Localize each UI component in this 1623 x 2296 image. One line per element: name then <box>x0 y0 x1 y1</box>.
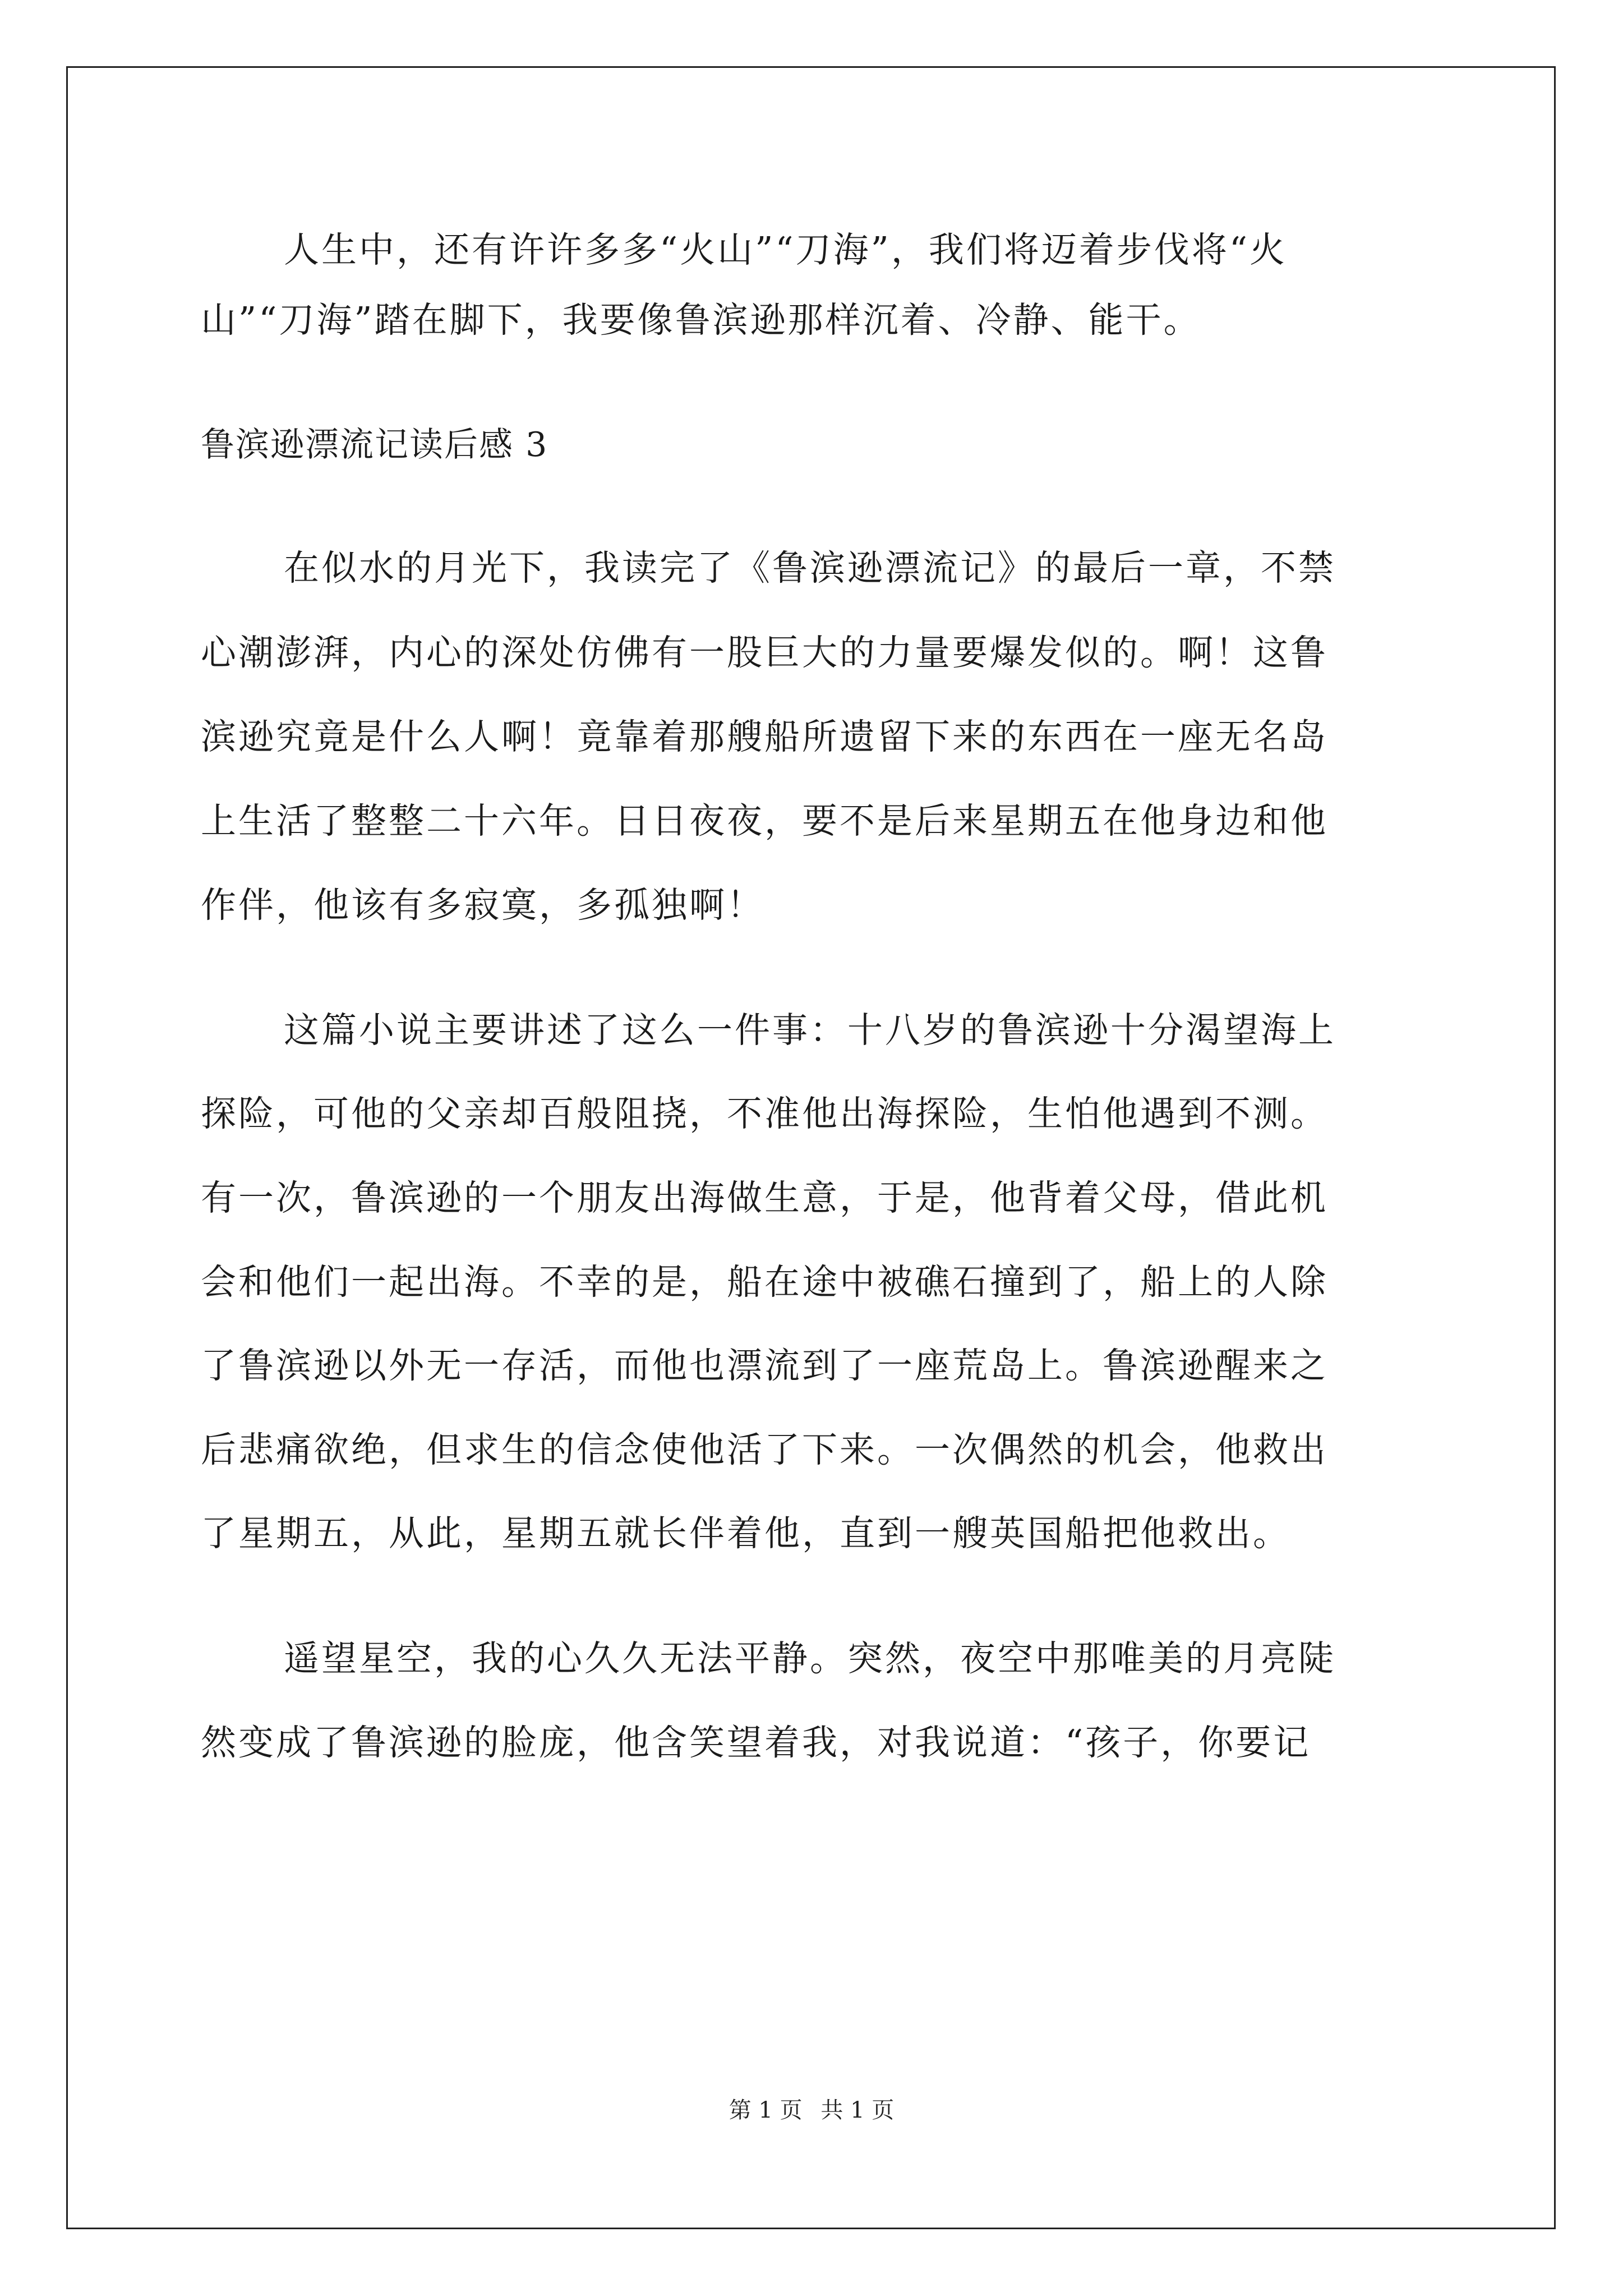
text-line: 了星期五，从此，星期五就长伴着他，直到一艘英国船把他救出。 <box>201 1513 1290 1554</box>
text-line: 山”“刀海”踏在脚下，我要像鲁滨逊那样沉着、冷静、能干。 <box>201 300 1201 341</box>
text-line: 上生活了整整二十六年。日日夜夜，要不是后来星期五在他身边和他 <box>201 800 1328 841</box>
page-total: 共 1 页 <box>820 2097 895 2123</box>
text-line: 滨逊究竟是什么人啊！竟靠着那艘船所遗留下来的东西在一座无名岛 <box>201 716 1328 757</box>
page-footer <box>0 2095 1623 2126</box>
text-line: 这篇小说主要讲述了这么一件事：十八岁的鲁滨逊十分渴望海上 <box>284 1010 1336 1051</box>
page-number: 第 1 页 <box>728 2097 803 2123</box>
text-line: 后悲痛欲绝，但求生的信念使他活了下来。一次偶然的机会，他救出 <box>201 1429 1328 1470</box>
text-line: 遥望星空，我的心久久无法平静。突然，夜空中那唯美的月亮陡 <box>284 1638 1336 1679</box>
text-line: 然变成了鲁滨逊的脸庞，他含笑望着我，对我说道：“孩子，你要记 <box>201 1722 1311 1763</box>
text-line: 探险，可他的父亲却百般阻挠，不准他出海探险，生怕他遇到不测。 <box>201 1093 1328 1134</box>
section-heading: 鲁滨逊漂流记读后感 3 <box>201 425 548 464</box>
text-line: 人生中，还有许许多多“火山”“刀海”，我们将迈着步伐将“火 <box>284 229 1288 270</box>
text-line: 有一次，鲁滨逊的一个朋友出海做生意，于是，他背着父母，借此机 <box>201 1177 1328 1218</box>
text-line: 作伴，他该有多寂寞，多孤独啊！ <box>201 885 764 926</box>
text-line: 了鲁滨逊以外无一存活，而他也漂流到了一座荒岛上。鲁滨逊醒来之 <box>201 1345 1328 1386</box>
text-line: 心潮澎湃，内心的深处仿佛有一股巨大的力量要爆发似的。啊！这鲁 <box>201 632 1328 673</box>
page-border <box>66 66 1556 2229</box>
text-line: 会和他们一起出海。不幸的是，船在途中被礁石撞到了，船上的人除 <box>201 1262 1328 1303</box>
text-line: 在似水的月光下，我读完了《鲁滨逊漂流记》的最后一章，不禁 <box>284 547 1336 588</box>
